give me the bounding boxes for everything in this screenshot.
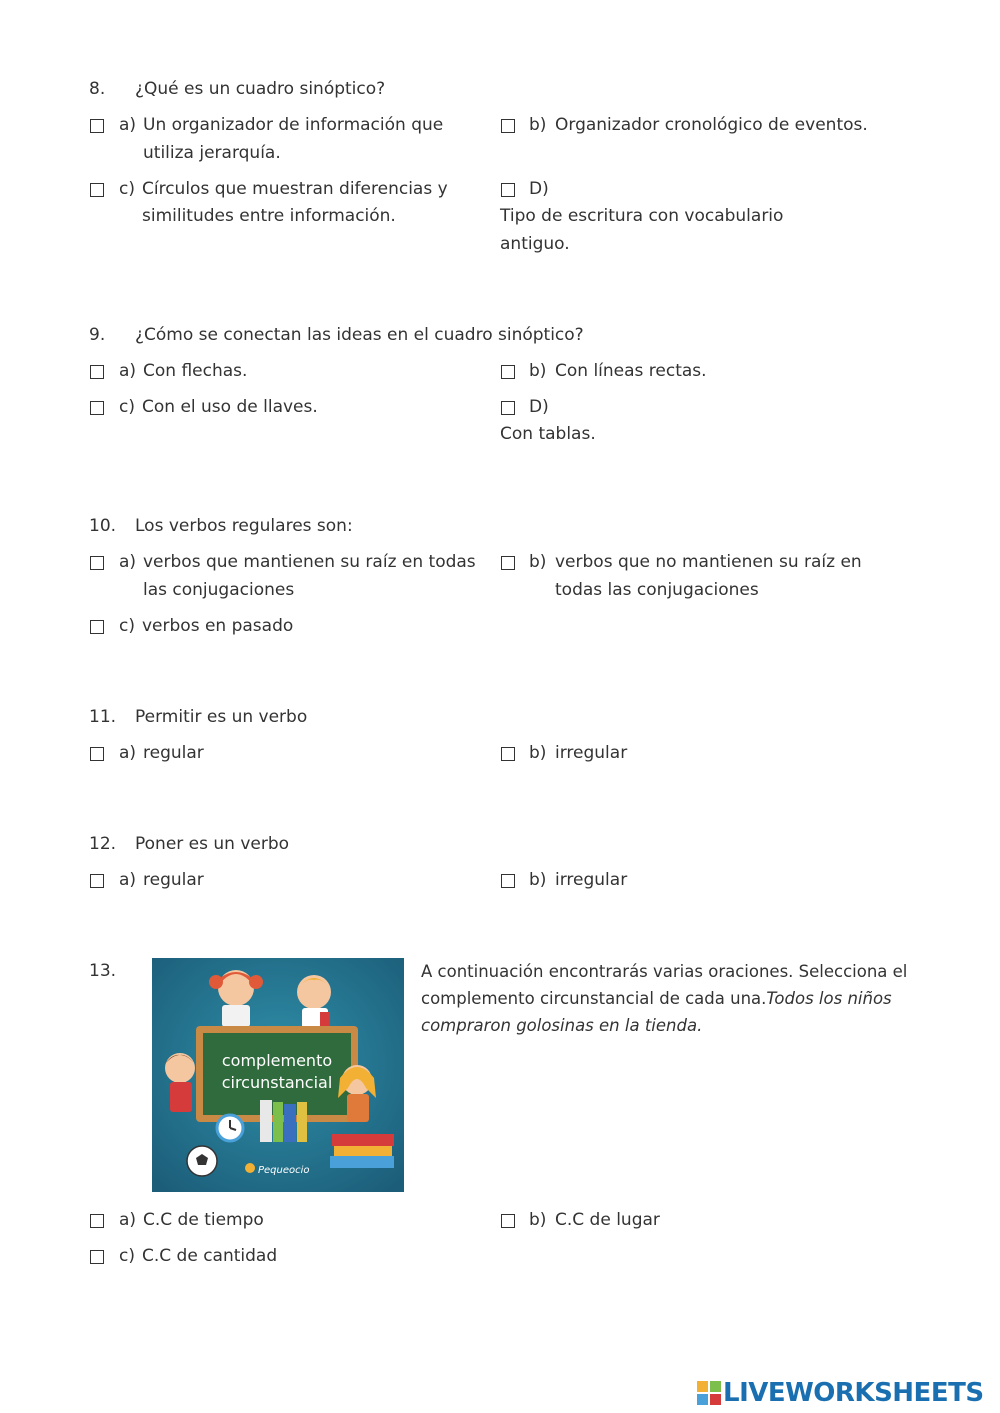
option-letter: a) bbox=[119, 115, 137, 135]
question-number: 8. bbox=[89, 79, 106, 99]
option-letter: b) bbox=[529, 115, 547, 135]
option-text: Con líneas rectas. bbox=[555, 361, 707, 381]
question-sentence: Todos los niños compraron golosinas en la tienda. bbox=[421, 989, 892, 1035]
option-checkbox-d[interactable] bbox=[501, 401, 515, 415]
option-checkbox-a[interactable] bbox=[90, 747, 104, 761]
option-text: antiguo. bbox=[500, 234, 570, 254]
question-number: 13. bbox=[89, 961, 117, 981]
option-text: Un organizador de información que bbox=[143, 115, 444, 135]
option-checkbox-a[interactable] bbox=[90, 556, 104, 570]
option-letter: a) bbox=[119, 743, 137, 763]
option-checkbox-b[interactable] bbox=[501, 365, 515, 379]
option-checkbox-a[interactable] bbox=[90, 119, 104, 133]
option-text: similitudes entre información. bbox=[142, 206, 396, 226]
option-text: C.C de tiempo bbox=[143, 1210, 264, 1230]
option-letter: D) bbox=[529, 397, 549, 417]
option-letter: a) bbox=[119, 361, 137, 381]
option-letter: D) bbox=[529, 179, 549, 199]
option-text: irregular bbox=[555, 870, 628, 890]
question-text: Los verbos regulares son: bbox=[135, 516, 353, 536]
question-number: 9. bbox=[89, 325, 106, 345]
option-letter: c) bbox=[119, 616, 135, 636]
option-letter: c) bbox=[119, 179, 135, 199]
option-letter: b) bbox=[529, 1210, 547, 1230]
option-text: C.C de lugar bbox=[555, 1210, 660, 1230]
option-checkbox-b[interactable] bbox=[501, 119, 515, 133]
question-number: 11. bbox=[89, 707, 117, 727]
option-checkbox-b[interactable] bbox=[501, 747, 515, 761]
option-text: verbos que mantienen su raíz en todas bbox=[143, 552, 476, 572]
option-text: Organizador cronológico de eventos. bbox=[555, 115, 868, 135]
option-checkbox-b[interactable] bbox=[501, 1214, 515, 1228]
option-text: todas las conjugaciones bbox=[555, 580, 759, 600]
option-letter: b) bbox=[529, 361, 547, 381]
question-text: Permitir es un verbo bbox=[135, 707, 308, 727]
question-number: 12. bbox=[89, 834, 117, 854]
option-text: regular bbox=[143, 743, 204, 763]
logo-text: LIVEWORKSHEETS bbox=[723, 1378, 984, 1408]
option-text: irregular bbox=[555, 743, 628, 763]
question-text: Poner es un verbo bbox=[135, 834, 290, 854]
option-checkbox-b[interactable] bbox=[501, 556, 515, 570]
question-text: ¿Cómo se conectan las ideas en el cuadro sinóptico? bbox=[135, 325, 584, 345]
option-checkbox-a[interactable] bbox=[90, 365, 104, 379]
option-letter: a) bbox=[119, 552, 137, 572]
option-checkbox-c[interactable] bbox=[90, 1250, 104, 1264]
logo-mark-icon bbox=[697, 1381, 721, 1405]
option-checkbox-c[interactable] bbox=[90, 401, 104, 415]
option-letter: a) bbox=[119, 870, 137, 890]
option-text: utiliza jerarquía. bbox=[143, 143, 281, 163]
chalkboard-text-line2: circunstancial bbox=[221, 1073, 333, 1092]
option-letter: c) bbox=[119, 397, 135, 417]
option-letter: b) bbox=[529, 870, 547, 890]
chalkboard-text-line1: complemento bbox=[221, 1051, 333, 1070]
question-number: 10. bbox=[89, 516, 117, 536]
option-checkbox-a[interactable] bbox=[90, 874, 104, 888]
option-text: Con flechas. bbox=[143, 361, 248, 381]
option-letter: b) bbox=[529, 743, 547, 763]
question-text bbox=[421, 958, 911, 1039]
option-checkbox-c[interactable] bbox=[90, 620, 104, 634]
option-text: Con el uso de llaves. bbox=[142, 397, 318, 417]
question-instruction: A continuación encontrarás varias oraciones. Selecciona el complemento circunstancial de cada una. bbox=[421, 962, 908, 1008]
option-letter: b) bbox=[529, 552, 547, 572]
option-text: verbos que no mantienen su raíz en bbox=[555, 552, 862, 572]
option-checkbox-b[interactable] bbox=[501, 874, 515, 888]
option-text: regular bbox=[143, 870, 204, 890]
option-text: C.C de cantidad bbox=[142, 1246, 278, 1266]
option-text: Tipo de escritura con vocabulario bbox=[500, 206, 784, 226]
option-checkbox-c[interactable] bbox=[90, 183, 104, 197]
option-text: las conjugaciones bbox=[143, 580, 295, 600]
option-text: Con tablas. bbox=[500, 424, 596, 444]
option-checkbox-a[interactable] bbox=[90, 1214, 104, 1228]
option-letter: a) bbox=[119, 1210, 137, 1230]
illustration-brand: Pequeocio bbox=[258, 1165, 310, 1176]
option-letter: c) bbox=[119, 1246, 135, 1266]
complemento-circunstancial-illustration bbox=[152, 958, 404, 1192]
option-text: verbos en pasado bbox=[142, 616, 294, 636]
option-text: Círculos que muestran diferencias y bbox=[142, 179, 448, 199]
question-text: ¿Qué es un cuadro sinóptico? bbox=[135, 79, 386, 99]
option-checkbox-d[interactable] bbox=[501, 183, 515, 197]
